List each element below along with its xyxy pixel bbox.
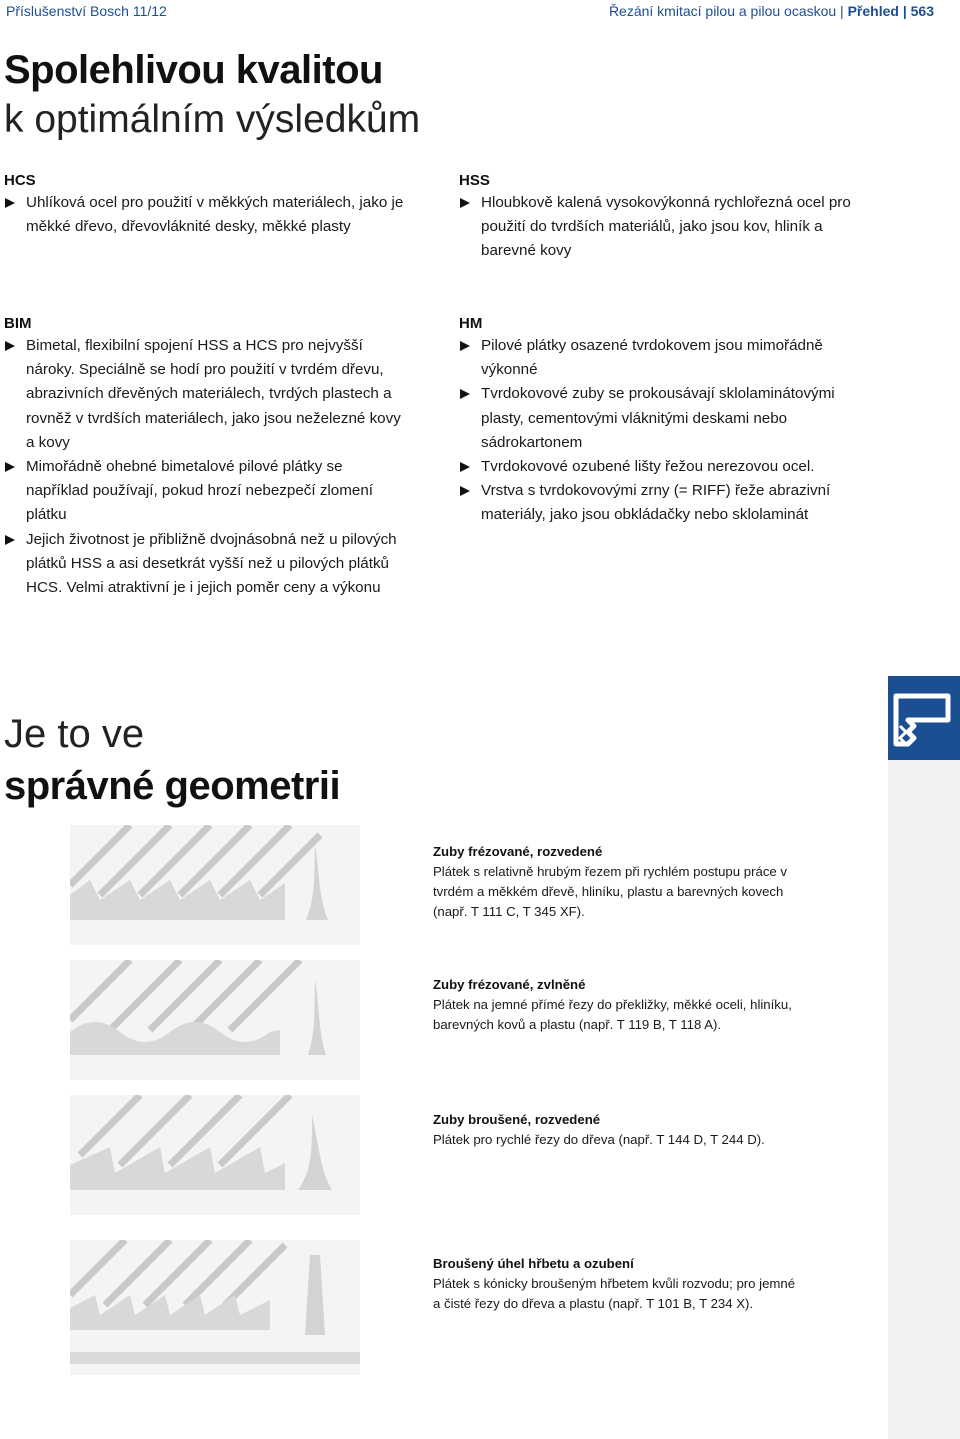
geometry-item-heading: Zuby broušené, rozvedené (433, 1112, 601, 1127)
section-hm (459, 314, 879, 528)
list-item: Hloubkově kalená vysokovýkonná rychlořezná ocel pro použití do tvrdších materiálů, jako jsou kov, hliník a barevné kovy (459, 191, 879, 264)
geometry-item (433, 975, 803, 1035)
list-item: Mimořádně ohebné bimetalové pilové plátky se například používají, pokud hrozí nebezpečí zlomení plátku (4, 455, 409, 528)
page-subtitle: k optimálním výsledkům (4, 98, 421, 141)
header-page: Přehled | 563 (847, 3, 934, 19)
list-item: Vrstva s tvrdokovovými zrny (= RIFF) řeže abrazivní materiály, jako jsou obkládačky nebo sklolaminát (459, 479, 879, 527)
geometry-title-light: Je to ve (4, 712, 145, 756)
header-section: Řezání kmitací pilou a pilou ocaskou | (608, 3, 848, 19)
saw-blade-tab-icon (888, 676, 960, 760)
section-bim (4, 314, 409, 600)
geometry-item-text: Plátek pro rychlé řezy do dřeva (např. T 144 D, T 244 D). (433, 1132, 765, 1147)
section-title: HCS (4, 172, 36, 189)
geometry-item-heading: Broušený úhel hřbetu a ozubení (433, 1256, 634, 1271)
list-item: Pilové plátky osazené tvrdokovem jsou mimořádně výkonné (459, 334, 879, 382)
geometry-item-text: Plátek s relativně hrubým řezem při rychlém postupu práce v tvrdém a měkkém dřevě, hliníku, plastu a barevných kovech (např. T 111 C, T 345 XF). (433, 864, 788, 919)
geometry-item (433, 1110, 803, 1150)
list-item: Uhlíková ocel pro použití v měkkých materiálech, jako je měkké dřevo, dřevovláknité desky, měkké plasty (4, 191, 409, 239)
geometry-item (433, 842, 803, 922)
saw-blade-illustration (70, 1095, 360, 1215)
geometry-item (433, 1254, 803, 1314)
saw-blade-illustration (70, 960, 360, 1080)
list-item: Tvrdokovové zuby se prokousávají sklolaminátovými plasty, cementovými vláknitými deskami nebo sádrokartonem (459, 382, 879, 455)
section-title: HM (459, 315, 483, 332)
section-title: HSS (459, 172, 490, 189)
geometry-title-bold: správné geometrii (4, 764, 341, 808)
geometry-item-text: Plátek na jemné přímé řezy do překližky, měkké oceli, hliníku, barevných kovů a plastu (např. T 119 B, T 118 A). (433, 997, 792, 1032)
page-title: Spolehlivou kvalitou (4, 48, 383, 92)
list-item: Jejich životnost je přibližně dvojnásobná než u pilových plátků HSS a asi desetkrát vyšší než u pilových plátků HCS. Velmi atraktivní je i jejich poměr ceny a výkonu (4, 528, 409, 601)
page-edge-strip (888, 676, 960, 1439)
running-header-right (609, 3, 934, 19)
section-title: BIM (4, 315, 32, 332)
geometry-item-text: Plátek s kónicky broušeným hřbetem kvůli rozvodu; pro jemné a čisté řezy do dřeva a plastu (např. T 101 B, T 234 X). (433, 1276, 796, 1311)
section-hss (459, 171, 879, 264)
running-header-left: Příslušenství Bosch 11/12 (6, 3, 167, 19)
section-hcs (4, 171, 409, 239)
saw-blade-illustration (70, 1240, 360, 1375)
list-item: Tvrdokovové ozubené lišty řežou nerezovou ocel. (459, 455, 879, 479)
list-item: Bimetal, flexibilní spojení HSS a HCS pro nejvyšší nároky. Speciálně se hodí pro použití v tvrdém dřevu, abrazivních dřevěných materiálech, tvrdých plastech a rovněž v tvrdších materiálech, jako jsou neželezné kovy a kovy (4, 334, 409, 455)
saw-blade-illustration (70, 825, 360, 945)
geometry-item-heading: Zuby frézované, zvlněné (433, 977, 586, 992)
geometry-item-heading: Zuby frézované, rozvedené (433, 844, 603, 859)
